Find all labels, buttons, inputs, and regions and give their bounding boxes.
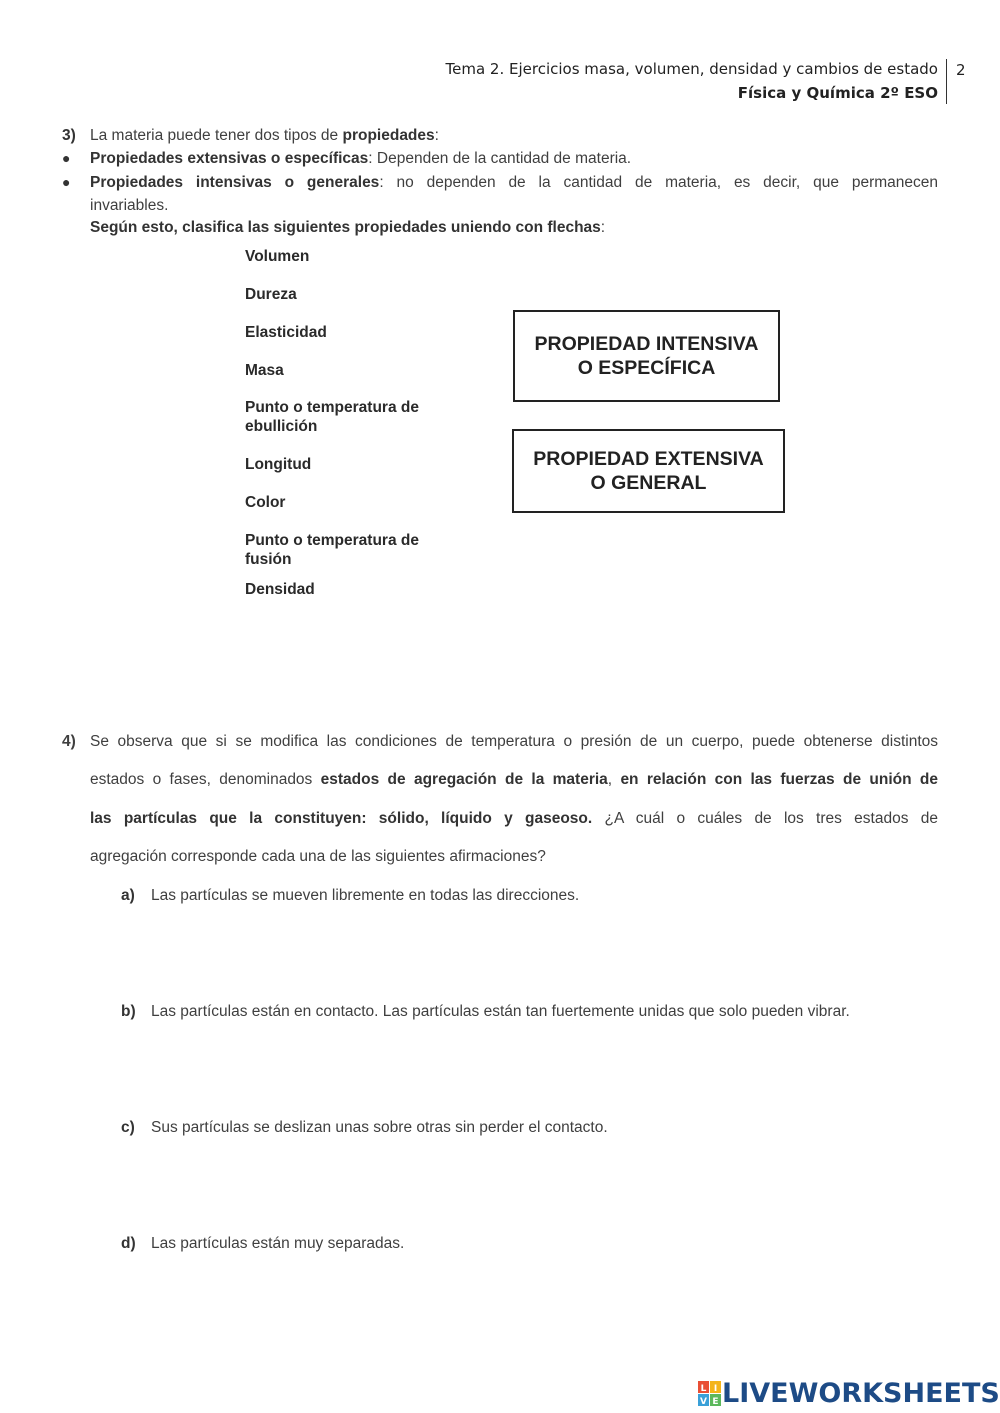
q4-line-2: [90, 771, 938, 789]
logo-letter: V: [700, 1396, 707, 1407]
q4-line3-text: ¿A cuál o cuáles de los tres estados de: [592, 810, 938, 827]
bullet-intensive-title: Propiedades intensivas o generales: [90, 174, 380, 191]
property-item[interactable]: Densidad: [245, 581, 315, 598]
question-3-intro: [90, 124, 439, 147]
question-4-number: 4): [62, 733, 76, 750]
item-text: Las partículas se mueven libremente en todas las direcciones.: [151, 887, 580, 904]
item-letter: c): [121, 1119, 135, 1136]
property-item[interactable]: Longitud: [245, 456, 312, 473]
q3-intro-bold: propiedades: [342, 127, 435, 144]
q3-instruction-end: :: [600, 219, 606, 236]
q4-line3-bold: las partículas que la constituyen: sólido, líquido y gaseoso.: [90, 810, 593, 827]
property-item[interactable]: Elasticidad: [245, 324, 327, 341]
property-item[interactable]: Punto o temperatura de ebullición: [245, 399, 419, 435]
q4-line2-bold2: en relación con las fuerzas de unión de: [620, 771, 938, 788]
item-letter: b): [121, 1003, 136, 1020]
q3-intro-end: :: [434, 127, 439, 144]
question-3-number: 3): [62, 127, 76, 144]
extensive-box-line2: O GENERAL: [590, 472, 707, 494]
q3-instruction-bold: Según esto, clasifica las siguientes propiedades uniendo con flechas: [90, 219, 601, 236]
bullet-intensive-continuation: invariables.: [90, 197, 169, 214]
item-text: Las partículas están muy separadas.: [151, 1235, 405, 1252]
bullet-intensive-text: : no dependen de la cantidad de materia, es decir, que permanecen: [379, 174, 938, 191]
item-text: Las partículas están en contacto. Las partículas están tan fuertemente unidas que solo pueden vibrar.: [151, 1003, 850, 1020]
document-title: Tema 2. Ejercicios masa, volumen, densidad y cambios de estado: [445, 60, 938, 78]
logo-letter: E: [712, 1396, 719, 1407]
property-item[interactable]: Masa: [245, 362, 284, 379]
property-item[interactable]: Color: [245, 494, 286, 511]
logo-letter: L: [700, 1383, 707, 1394]
intensive-box-line1: PROPIEDAD INTENSIVA: [534, 333, 759, 355]
intensive-property-box[interactable]: [513, 310, 780, 402]
header-divider: [946, 59, 947, 104]
extensive-box-line1: PROPIEDAD EXTENSIVA: [533, 448, 764, 470]
bullet-icon: ●: [62, 174, 71, 190]
q4-line-1: Se observa que si se modifica las condiciones de temperatura o presión de un cuerpo, puede obtenerse distintos: [90, 733, 938, 750]
liveworksheets-logo-icon: [698, 1381, 722, 1407]
logo-letter: I: [713, 1383, 718, 1394]
brand-name: LIVEWORKSHEETS: [722, 1378, 1000, 1409]
q4-line2-bold1: estados de agregación de la materia: [320, 771, 608, 788]
bullet-icon: ●: [62, 150, 71, 166]
bullet-extensive-text: : Dependen de la cantidad de materia.: [368, 150, 632, 167]
item-text: Sus partículas se deslizan unas sobre otras sin perder el contacto.: [151, 1119, 608, 1136]
bullet-extensive: [90, 147, 631, 170]
intensive-box-line2: O ESPECÍFICA: [577, 357, 716, 379]
property-item[interactable]: Punto o temperatura de fusión: [245, 532, 419, 568]
q4-line-3: [90, 810, 938, 828]
bullet-intensive: [90, 171, 938, 194]
q4-line-4: agregación corresponde cada una de las siguientes afirmaciones?: [90, 848, 546, 865]
q3-instruction: [90, 216, 605, 239]
bullet-extensive-title: Propiedades extensivas o específicas: [90, 150, 369, 167]
q4-line2-sep: ,: [607, 771, 621, 788]
item-letter: d): [121, 1235, 136, 1252]
extensive-property-box[interactable]: [512, 429, 785, 513]
property-item[interactable]: Dureza: [245, 286, 297, 303]
property-item[interactable]: Volumen: [245, 248, 310, 265]
document-subject: Física y Química 2º ESO: [737, 84, 938, 102]
q3-intro-text: La materia puede tener dos tipos de: [90, 127, 343, 144]
item-letter: a): [121, 887, 135, 904]
liveworksheets-logo[interactable]: [698, 1378, 1000, 1409]
page-number: 2: [956, 61, 966, 79]
q4-line2-text: estados o fases, denominados: [90, 771, 321, 788]
